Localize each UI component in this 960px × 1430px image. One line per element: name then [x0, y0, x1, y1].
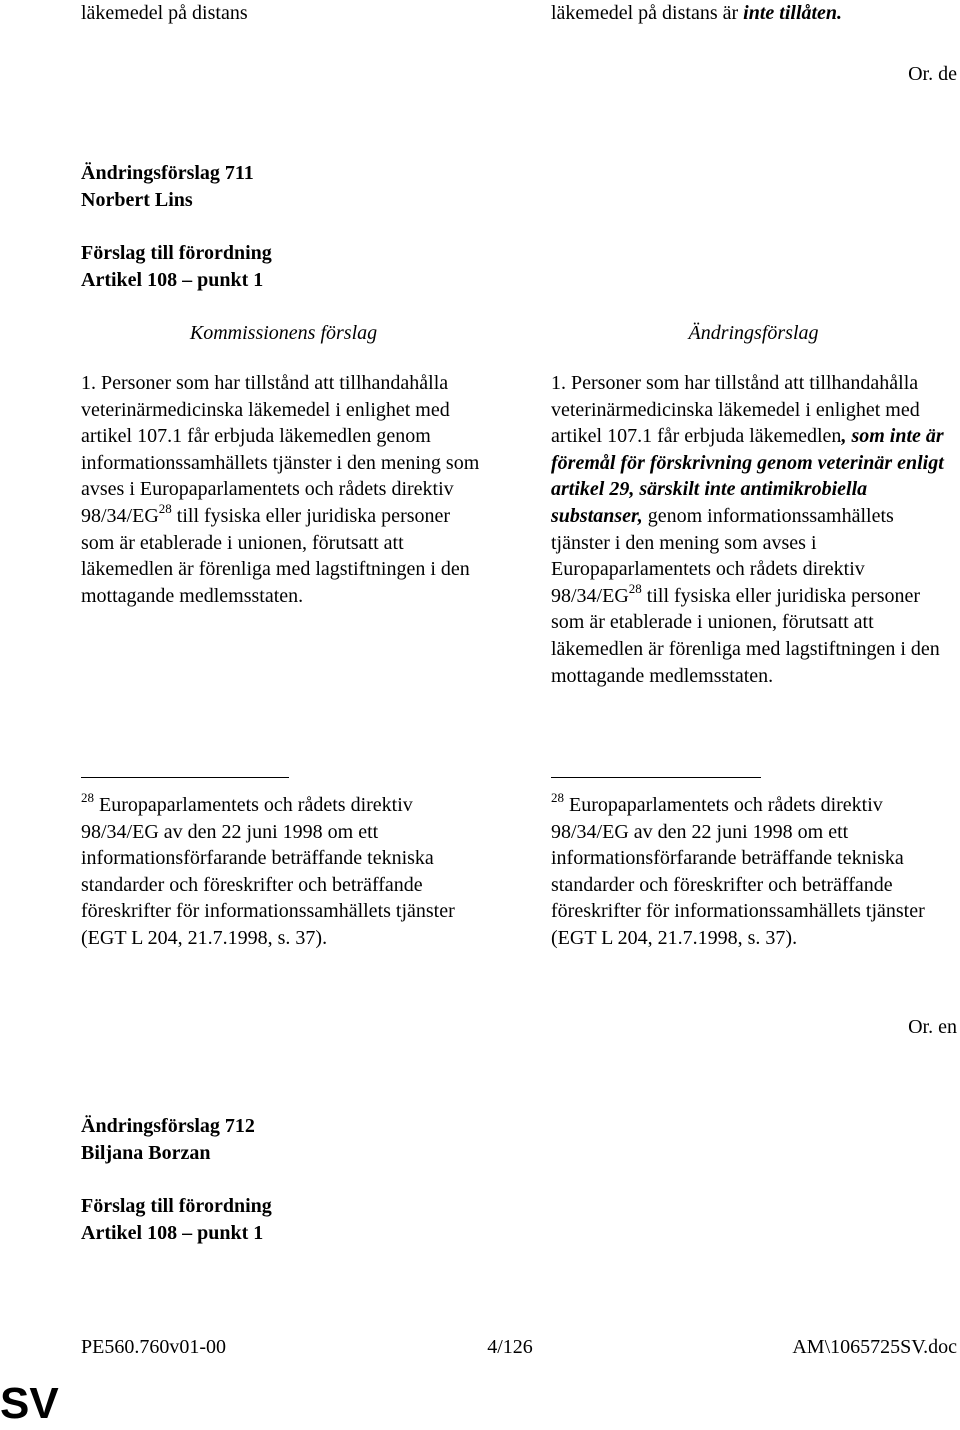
amendment-text	[551, 370, 956, 689]
footer-file-name: AM\1065725SV.doc	[792, 1336, 957, 1358]
footnote-text: Europaparlamentets och rådets direktiv 98/34/EG av den 22 juni 1998 om ett informationsförfarande beträffande tekniska standarder och föreskrifter och beträffande föreskrifter för informationssamhällets tjänster	[551, 794, 925, 923]
proposal-title: Förslag till förordning	[81, 1195, 272, 1217]
footnote-reference: 28	[158, 501, 172, 517]
footnote-separator-left	[81, 777, 289, 778]
footnote-reference: 28	[628, 581, 642, 597]
amendment-heading: Ändringsförslag 712	[81, 1115, 255, 1137]
amendment-text-part1: 1. Personer som har tillstånd att tillhandahålla veterinärmedicinska läkemedel i enlighet med artikel 107.1 får erbjuda läkemedlen	[551, 372, 920, 448]
original-language-tag: Or. en	[908, 1016, 957, 1038]
prev-right-text	[551, 0, 956, 27]
footnote-ref: (EGT L 204, 21.7.1998, s. 37).	[551, 926, 798, 949]
article-reference: Artikel 108 – punkt 1	[81, 1222, 264, 1244]
article-reference: Artikel 108 – punkt 1	[81, 269, 264, 291]
prev-right-emphasis: inte tillåten.	[743, 2, 843, 24]
commission-text-part2: till fysiska eller juridiska personer som är etablerade i unionen, förutsatt att läkemedlen är förenliga med lagstiftningen i den mottagande medlemsstaten.	[81, 504, 470, 607]
commission-text	[81, 370, 481, 609]
footnote-text: Europaparlamentets och rådets direktiv 98/34/EG av den 22 juni 1998 om ett informationsförfarande beträffande tekniska standarder och föreskrifter och beträffande föreskrifter för informationssamhällets tjänster	[81, 794, 455, 923]
amendment-text-part2: genom informationssamhällets tjänster i den mening som avses i Europaparlamentets och rådets direktiv 98/34/EG	[551, 504, 894, 607]
language-code: SV	[0, 1379, 59, 1428]
commission-text-part1: 1. Personer som har tillstånd att tillhandahålla veterinärmedicinska läkemedel i enlighet med artikel 107.1 får erbjuda läkemedlen genom informationssamhällets tjänster i den mening som avses i Europaparlamentets och rådets direktiv 98/34/EG	[81, 372, 480, 527]
footnote-ref: (EGT L 204, 21.7.1998, s. 37).	[81, 926, 328, 949]
amendment-text-part3: till fysiska eller juridiska personer som är etablerade i unionen, förutsatt att läkemedlen är förenliga med lagstiftningen i den mottagande medlemsstaten.	[551, 584, 940, 687]
footnote-number: 28	[551, 790, 564, 806]
prev-right-prefix: läkemedel på distans är	[551, 2, 744, 24]
footnote-number: 28	[81, 790, 94, 806]
original-language-tag: Or. de	[908, 63, 957, 85]
amendment-column-header: Ändringsförslag	[688, 322, 819, 344]
prev-left-text: läkemedel på distans	[81, 2, 248, 24]
amendment-text-emphasis: , som inte är föremål för förskrivning genom veterinär enligt artikel 29, särskilt inte antimikrobiella substanser,	[551, 425, 944, 527]
footnote-left	[81, 792, 481, 952]
footer-page-number: 4/126	[487, 1336, 533, 1358]
footnote-right	[551, 792, 956, 952]
footnote-separator-right	[551, 777, 761, 778]
proposal-title: Förslag till förordning	[81, 242, 272, 264]
commission-proposal-header: Kommissionens förslag	[189, 322, 378, 344]
footer-document-ref: PE560.760v01-00	[81, 1336, 226, 1358]
amendment-author: Norbert Lins	[81, 189, 193, 211]
amendment-heading: Ändringsförslag 711	[81, 162, 254, 184]
amendment-author: Biljana Borzan	[81, 1142, 211, 1164]
